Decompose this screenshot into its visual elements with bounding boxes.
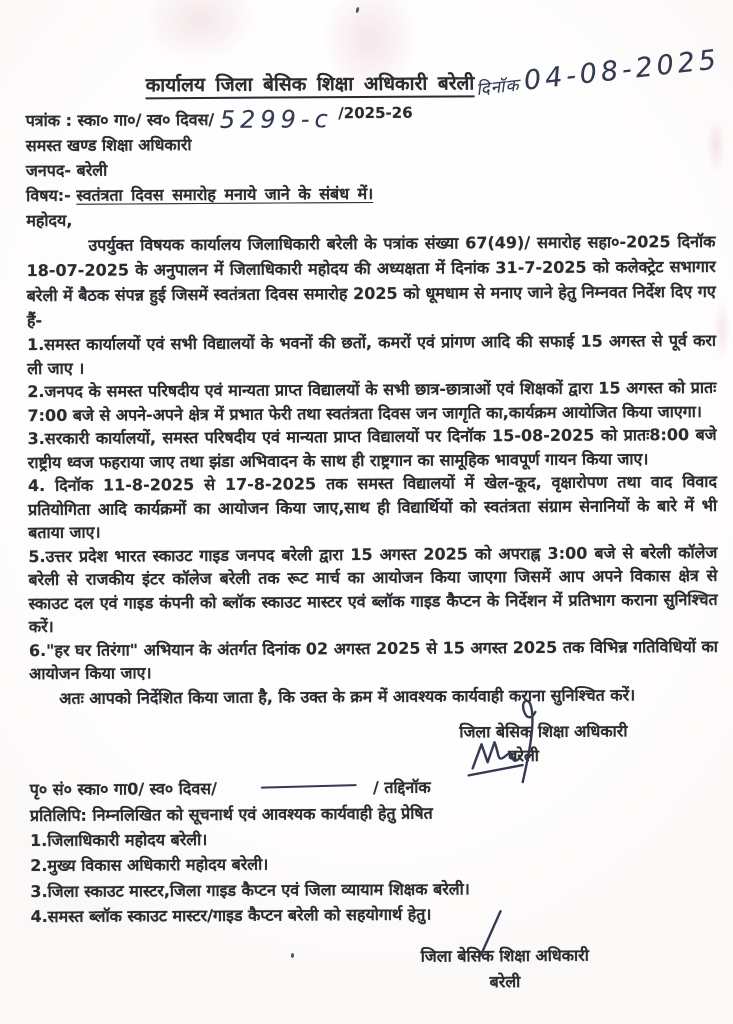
- ref-year-suffix: /2025-26: [338, 103, 413, 123]
- signatory2-title: जिला बेसिक शिक्षा अधिकारी: [420, 945, 589, 966]
- signatory2-place: बरेली: [489, 971, 521, 991]
- directive-item-4: 4. दिनॉक 11-8-2025 से 17-8-2025 तक समस्त विद्यालयों में खेल-कूद, वृक्षारोपण तथा वाद विवाद प्रतियोगिता आदि कार्यक्रमों का आयोजन किया जाए,साथ ही विद्यार्थियों को स्वतंत्रता संग्राम सेनानियों के बारे में भी बताया जाए।: [27, 471, 718, 543]
- signature-block-primary: [428, 719, 658, 768]
- copy-recipient-1: 1.जिलाधिकारी महोदय बरेली।: [30, 829, 208, 850]
- directive-item-5: 5.उत्तर प्रदेश भारत स्काउट गाइड जनपद बरेली द्वारा 15 अगस्त 2025 को अपराह्न 3:00 बजे से बरेली कॉलेज बरेली से राजकीय इंटर कॉलेज बरेली तक रूट मार्च का आयोजन किया जाएगा जिसमें आप अपने विकास क्षेत्र से स्काउट दल एवं गाइड कंपनी को ब्लॉक स्काउट मास्टर एवं ब्लॉक गाइड कैप्टन के निर्देशन में प्रतिभाग कराना सुनिश्चित करें।: [28, 542, 718, 637]
- signature-scribble: [456, 697, 577, 788]
- signature-slash-mark: [477, 909, 507, 957]
- subject-label: विषय:-: [26, 185, 71, 206]
- letter-number-line: [26, 99, 715, 133]
- endorsement-line: [30, 772, 719, 801]
- copy-recipient-4: 4.समस्त ब्लॉक स्काउट मास्टर/गाइड कैप्टन बरेली को सहयोगार्थ हेतु।: [30, 904, 432, 927]
- handwritten-dash: [261, 784, 357, 789]
- subject-text: स्वतंत्रता दिवस समारोह मनाये जाने के संबंध में।: [76, 183, 374, 205]
- copy-recipient-2: 2.मुख्य विकास अधिकारी महोदय बरेली।: [30, 854, 269, 876]
- directive-item-1: 1.समस्त कार्यालयों एवं सभी विद्यालयों के भवनों की छतों, कमरों एवं प्रांगण आदि की सफाई 15 अगस्त से पूर्व करा ली जाए ।: [26, 330, 717, 378]
- closing-line: अतः आपको निर्देशित किया जाता है, कि उक्त के क्रम में आवश्यक कार्यवाही कराना सुनिश्चित करें।: [59, 684, 636, 708]
- date-label: दिनॉक: [474, 75, 521, 101]
- date-value: 04-08-2025: [522, 44, 722, 97]
- directive-item-3: 3.सरकारी कार्यालयों, समस्त परिषदीय एवं मान्यता प्राप्त विद्यालयों पर दिनॉक 15-08-2025 को प्रातः8:00 बजे राष्ट्रीय ध्वज फहराया जाए तथा झंडा अभिवादन के साथ ही राष्ट्रगान का सामूहिक भावपूर्ण गायन किया जाए।: [27, 424, 717, 472]
- copy-recipient-3: 3.जिला स्काउट मास्टर,जिला गाइड कैप्टन एवं जिला व्यायाम शिक्षक बरेली।: [30, 878, 470, 901]
- ref-prefix: पत्रांक : स्का० गा०/ स्व० दिवस/: [25, 109, 215, 131]
- endorsement-ref-prefix: पृ० सं० स्का० गा0/ स्व० दिवस/: [29, 778, 217, 799]
- handwritten-date: [474, 44, 722, 103]
- office-title-text: कार्यालय जिला बेसिक शिक्षा अधिकारी बरेली: [146, 72, 475, 99]
- endorsement-ref-suffix: / तद्दिनॉक: [372, 777, 431, 797]
- addressee-line-2: जनपद- बरेली: [25, 160, 108, 181]
- intro-paragraph: उपर्युक्त विषयक कार्यालय जिलाधिकारी बरेली के पत्रांक संख्या 67(49)/ समारोह सहा०-2025 दिनॉक 18-07-2025 के अनुपालन में जिलाधिकारी महोदय की अध्यक्षता में दिनांक 31-7-2025 को कलेक्ट्रेट सभागार बरेली में बैठक संपन्न हुई जिसमें स्वतंत्रता दिवस समारोह 2025 को धूमधाम से मनाए जाने हेतु निम्नवत निर्देश दिए गए हैं-: [26, 231, 716, 331]
- copy-heading: प्रतिलिपि: निम्नलिखित को सूचनार्थ एवं आवश्यक कार्यवाही हेतु प्रेषित: [29, 803, 433, 825]
- handwritten-ref-number: 5299-c: [219, 105, 333, 134]
- copy-recipient-list: [30, 823, 720, 929]
- directive-item-6: 6."हर घर तिरंगा" अभियान के अंतर्गत दिनांक 02 अगस्त 2025 से 15 अगस्त 2025 तक विभिन्न गतिविधियों का आयोजन किया जाए।: [28, 636, 718, 684]
- signatory-place: बरेली: [508, 745, 539, 765]
- addressee-line-1: समस्त खण्ड शिक्षा अधिकारी: [25, 135, 192, 156]
- salutation: महोदय,: [26, 210, 73, 231]
- signatory-title: जिला बेसिक शिक्षा अधिकारी: [459, 720, 628, 741]
- directives-list: [27, 329, 718, 686]
- directive-item-2: 2.जनपद के समस्त परिषदीय एवं मान्यता प्राप्त विद्यालयों के सभी छात्र-छात्राओं एवं शिक्षकों द्वारा 15 अगस्त को प्रातः 7:00 बजे से अपने-अपने क्षेत्र में प्रभात फेरी तथा स्वतंत्रता दिवस जन जागृति का,कार्यक्रम आयोजित किया जाएगा।: [27, 377, 717, 425]
- signature-block-secondary: [385, 942, 625, 995]
